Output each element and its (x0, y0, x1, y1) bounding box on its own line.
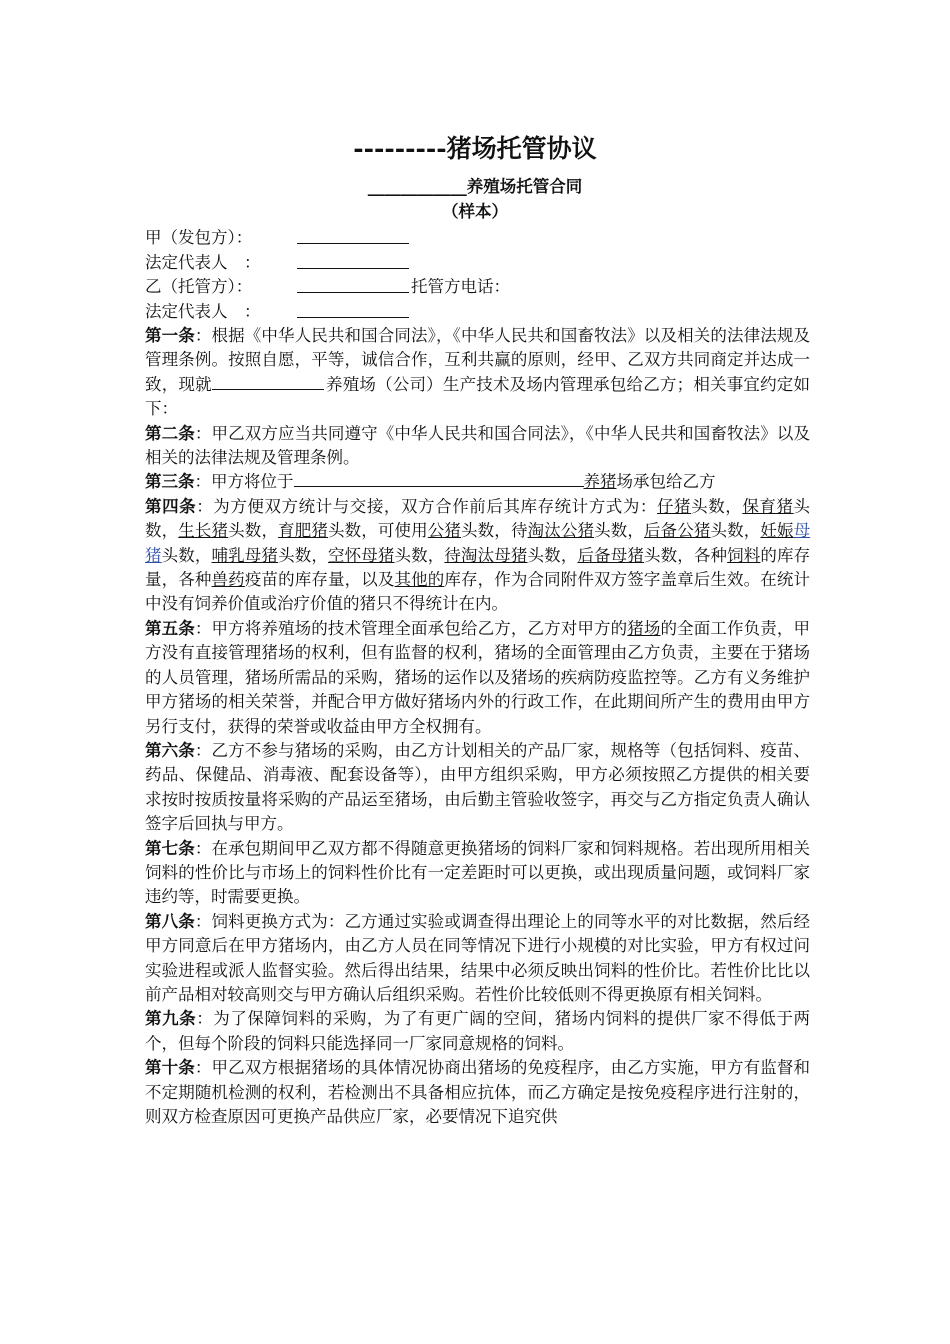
document-subtitle: ____________养殖场托管合同 (367, 177, 583, 196)
word: 的库存量 (145, 545, 811, 590)
clause-text: 场承包给乙方 (616, 472, 716, 492)
clause-heading: 第十条 (145, 1058, 195, 1078)
word: ， (427, 545, 445, 565)
clause-heading: 第四条 (145, 496, 197, 516)
party-b-label: 乙（托管方）： (145, 277, 253, 296)
clause-heading: 第二条 (145, 423, 195, 443)
word: ， (161, 570, 179, 590)
term-link[interactable]: 母猪 (145, 521, 811, 565)
clause-text: ：甲乙双方根据猪场的具体情况协商出猪场的免疫程序，由乙方实施，甲方有监督和不定期随机检测的权利，若检测出不具备相应抗体，而乙方确定是按免疫程序进行注射的，则双方检查原因可更换产品供应厂家，必要情况下追究供 (145, 1058, 811, 1126)
clause-1 (145, 324, 810, 422)
clause-text: ：为方便双方统计与交接，双方合作前后其库存统计方式为： (196, 496, 657, 516)
word: 头数 (527, 545, 561, 565)
clause-heading: 第五条 (145, 618, 195, 638)
clause-heading: 第九条 (145, 1009, 197, 1029)
term-link[interactable]: 待淘汰母猪 (444, 545, 528, 565)
term-link[interactable]: 后备母猪 (577, 545, 644, 565)
word: ， (560, 545, 578, 565)
clause-text: ：甲方将养殖场的技术管理全面承包给乙方，乙方对甲方的 (194, 618, 628, 638)
party-b-blank (297, 275, 409, 293)
clause-10 (145, 1056, 810, 1129)
clause-9 (145, 1007, 810, 1056)
word: 各种 (693, 545, 728, 565)
word: ， (161, 521, 179, 541)
party-a-blank (297, 226, 409, 244)
word: 头数 (394, 545, 428, 565)
clause-4 (145, 495, 810, 617)
word: ， (677, 545, 694, 565)
clause-text: ：甲乙双方应当共同遵守《中华人民共和国合同法》，《中华人民共和国畜牧法》以及相关的法律法规及管理条例。 (145, 423, 810, 468)
party-a-label: 甲（发包方）： (145, 228, 253, 247)
clause-heading: 第一条 (145, 326, 195, 345)
clauses-body (145, 324, 810, 1129)
term-link[interactable]: 饲料 (727, 545, 761, 565)
word: 头数 (327, 521, 362, 541)
word: ， (261, 521, 279, 541)
word: ， (361, 521, 378, 541)
legal-rep-b-blank (297, 300, 409, 318)
clause-heading: 第七条 (145, 838, 195, 858)
legal-rep-b-label: 法定代表人 ： (145, 301, 261, 321)
legal-rep-a-row (145, 251, 825, 276)
location-blank (294, 470, 584, 487)
term-link[interactable]: 保育猪 (742, 496, 794, 516)
word: ， (627, 521, 644, 541)
word: ， (725, 496, 743, 516)
word: 头数 (643, 545, 678, 565)
clause-text: ：饲料更换方式为：乙方通过实验或调查得出理论上的同等水平的对比数据，然后经甲方同意后在甲方猪场内，由乙方人员在同等情况下进行小规模的对比实验，甲方有权过问实验进程或派人监督实验。然后得出结果，结果中必须反映出饲料的性价比。若性价比比以前产品相对较高则交与甲方确认后组织采购。若性价比较低则不得更换原有相关饲料。 (145, 911, 811, 1004)
word: 头数 (594, 521, 628, 541)
farm-name-blank (212, 373, 324, 390)
term-link[interactable]: 后备公猪 (644, 521, 711, 541)
document-title: ---------猪场托管协议 (353, 134, 597, 163)
term-link[interactable]: 妊娠 (760, 521, 794, 541)
clause-text: 养殖场（公司）生产技术及场内管理承包给乙方；相关事宜约定如下： (145, 374, 811, 419)
party-b-row (145, 275, 825, 300)
legal-rep-a-label: 法定代表人 ： (145, 252, 261, 272)
term-link[interactable]: 淘汰公猪 (527, 521, 595, 541)
word: 头数 (278, 545, 312, 565)
pig-farm-link[interactable]: 猪场 (627, 618, 661, 638)
word: ， (494, 521, 511, 541)
word: ， (311, 545, 328, 565)
legal-rep-b-row (145, 300, 825, 325)
clause-text: ：在承包期间甲乙双方都不得随意更换猪场的饲料厂家和饲料规格。若出现所用相关饲料的性价比与市场上的饲料性价比有一定差距时可以更换，或出现质量问题，或饲料厂家违约等，时需要更换。 (145, 838, 811, 907)
word: 疫苗的库存量，以及 (244, 570, 395, 590)
clause-8 (145, 910, 810, 1008)
clause-heading: 第八条 (145, 911, 195, 931)
word: 头数 (710, 521, 744, 541)
term-link[interactable]: 公猪 (427, 521, 462, 541)
clause-text: 库存，作为合同附件双方签字盖章后生效。在统计中没有饲养价值或治疗价值的猪只不得统计在内。 (145, 570, 811, 614)
clause-2 (145, 422, 810, 471)
clause-text: ：根据《中华人民共和国合同法》，《中华人民共和国畜牧法》以及相关的法律法规及管理条例。按照自愿，平等，诚信合作，互利共赢的原则，经甲、乙双方共同商定并达成一致，现就 (145, 326, 810, 394)
party-a-row (145, 226, 825, 251)
clause-text: ：为了保障饲料的采购，为了有更广阔的空间，猪场内饲料的提供厂家不得低于两个，但每个阶段的饲料只能选择同一厂家同意规格的饲料。 (145, 1009, 811, 1053)
term-link[interactable]: 生长猪 (178, 521, 229, 541)
clause-3 (145, 470, 810, 494)
term-link[interactable]: 哺乳母猪 (211, 545, 279, 565)
legal-rep-a-blank (297, 251, 409, 269)
phone-label: 托管方电话： (411, 277, 510, 296)
clause-text: ：甲方将位于 (194, 472, 294, 492)
clause-5 (145, 617, 810, 739)
word: 各种 (178, 570, 212, 590)
word: 头数 (691, 496, 726, 516)
clause-heading: 第六条 (145, 740, 195, 760)
word: 头数 (461, 521, 495, 541)
clause-6 (145, 739, 810, 837)
word: 头数 (161, 545, 195, 565)
parties-block (145, 226, 825, 324)
term-link[interactable]: 仔猪 (656, 496, 692, 516)
clause-text: 的全面工作负责，甲方没有直接管理猪场的权利，但有监督的权利，猪场的全面管理由乙方负责，主要在于猪场的人员管理，猪场所需品的采购，猪场的运作以及猪场的疾病防疫监控等。乙方有义务维护甲方猪场的相关荣誉，并配合甲方做好猪场内外的行政工作，在此期间所产生的费用由甲方另行支付，获得的荣誉或收益由甲方全权拥有。 (145, 618, 811, 736)
clause-text: ：乙方不参与猪场的采购，由乙方计划相关的产品厂家，规格等（包括饲料、疫苗、药品、保健品、消毒液、配套设备等），由甲方组织采购，甲方必须按照乙方提供的相关要求按时按质按量将采购的产品运至猪场，由后勤主管验收签字，再交与乙方指定负责人确认签字后回执与甲方。 (145, 740, 811, 834)
term-link[interactable]: 兽药 (211, 570, 245, 590)
term-link[interactable]: 育肥猪 (278, 521, 328, 541)
pig-farm-link[interactable]: 养猪 (583, 472, 617, 492)
word: 头数 (145, 496, 811, 541)
word: ， (743, 521, 761, 541)
term-link[interactable]: 空怀母猪 (327, 545, 395, 565)
term-link[interactable]: 其他的 (394, 570, 445, 590)
word: 待 (510, 521, 528, 541)
word: ， (194, 545, 212, 565)
word: 可使用 (377, 521, 428, 541)
word: 头数 (228, 521, 262, 541)
sample-tag: （样本） (442, 202, 508, 221)
clause-heading: 第三条 (145, 472, 195, 492)
clause-7 (145, 837, 810, 910)
